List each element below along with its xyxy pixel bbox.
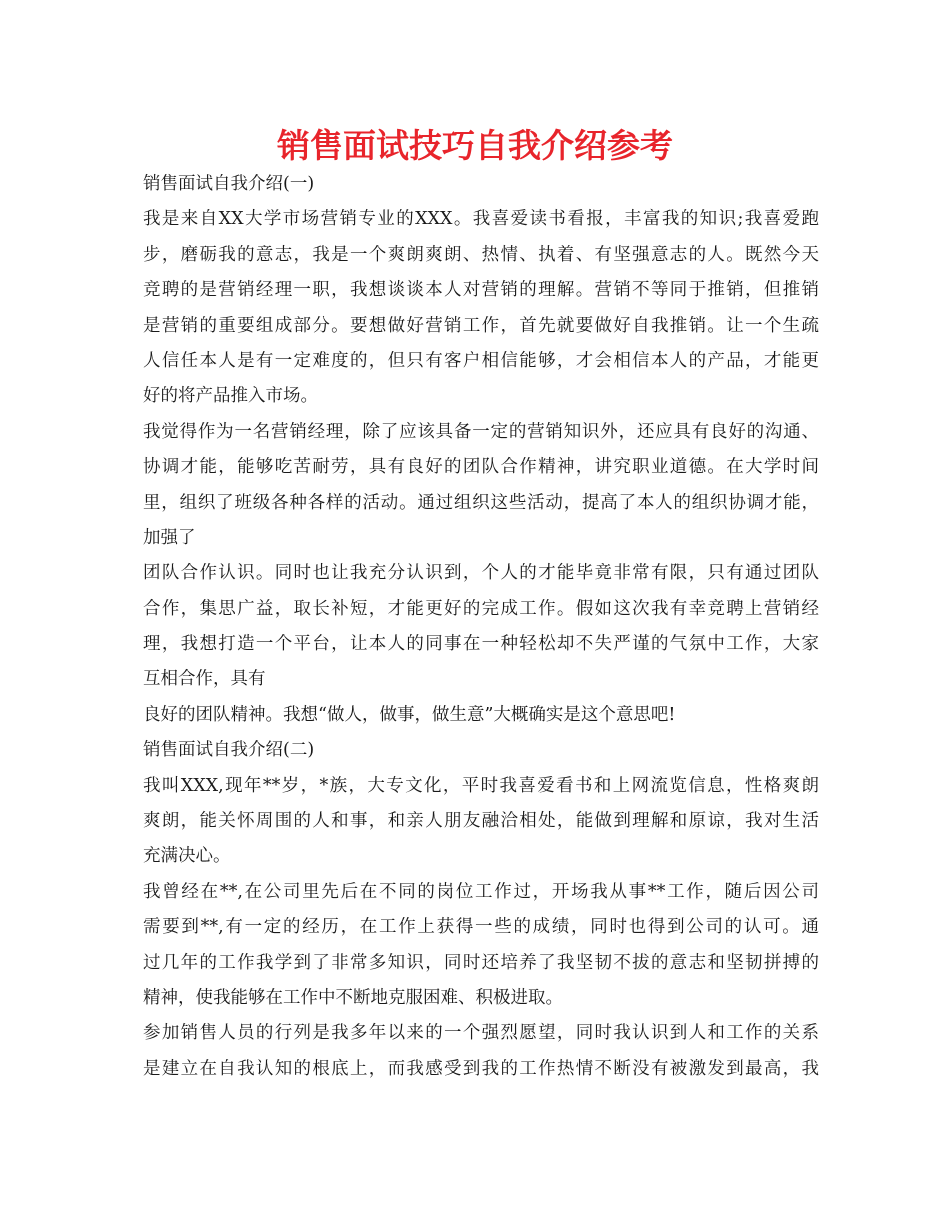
text-line: 参加销售人员的行列是我多年以来的一个强烈愿望，同时我认识到人和工作的关系 bbox=[143, 1023, 819, 1044]
text-line: 加强了 bbox=[143, 527, 196, 548]
text-line: 爽朗，能关怀周围的人和事，和亲人朋友融洽相处，能做到理解和原谅，我对生活 bbox=[143, 811, 819, 832]
text-line: 充满决心。 bbox=[143, 846, 231, 867]
text-line: 是营销的重要组成部分。要想做好营销工作，首先就要做好自我推销。让一个生疏 bbox=[143, 315, 819, 336]
text-line: 我是来自XX大学市场营销专业的XXX。我喜爱读书看报，丰富我的知识;我喜爱跑 bbox=[143, 209, 819, 230]
text-line: 协调才能，能够吃苦耐劳，具有良好的团队合作精神，讲究职业道德。在大学时间 bbox=[143, 457, 819, 478]
text-line: 好的将产品推入市场。 bbox=[143, 386, 318, 407]
text-line: 是建立在自我认知的根底上，而我感受到我的工作热情不断没有被激发到最高，我 bbox=[143, 1058, 819, 1079]
text-line: 需要到**,有一定的经历，在工作上获得一些的成绩，同时也得到公司的认可。通 bbox=[143, 917, 819, 938]
text-line: 良好的团队精神。我想“做人，做事，做生意”大概确实是这个意思吧! bbox=[143, 704, 676, 725]
text-line: 我叫XXX,现年**岁，*族，大专文化，平时我喜爱看书和上网流览信息，性格爽朗 bbox=[143, 775, 819, 796]
document-body bbox=[143, 167, 819, 1087]
document-title: 销售面试技巧自我介绍参考 bbox=[277, 126, 673, 165]
text-line: 竞聘的是营销经理一职，我想谈谈本人对营销的理解。营销不等同于推销，但推销 bbox=[143, 280, 819, 301]
text-line: 合作，集思广益，取长补短，才能更好的完成工作。假如这次我有幸竞聘上营销经 bbox=[143, 598, 819, 619]
text-line: 人信任本人是有一定难度的，但只有客户相信能够，才会相信本人的产品，才能更 bbox=[143, 350, 819, 371]
text-line: 理，我想打造一个平台，让本人的同事在一种轻松却不失严谨的气氛中工作，大家 bbox=[143, 634, 819, 655]
text-line: 销售面试自我介绍(一) bbox=[143, 174, 315, 194]
text-line: 里，组织了班级各种各样的活动。通过组织这些活动，提高了本人的组织协调才能， bbox=[143, 492, 819, 513]
text-line: 销售面试自我介绍(二) bbox=[143, 740, 315, 761]
text-line: 我觉得作为一名营销经理，除了应该具备一定的营销知识外，还应具有良好的沟通、 bbox=[143, 421, 819, 442]
text-line: 精神，使我能够在工作中不断地克服困难、积极进取。 bbox=[143, 987, 563, 1008]
text-line: 团队合作认识。同时也让我充分认识到，个人的才能毕竟非常有限，只有通过团队 bbox=[143, 563, 819, 584]
text-line: 我曾经在**,在公司里先后在不同的岗位工作过，开场我从事**工作，随后因公司 bbox=[143, 881, 819, 902]
text-line: 过几年的工作我学到了非常多知识，同时还培养了我坚韧不拔的意志和坚韧拼搏的 bbox=[143, 952, 819, 973]
text-line: 步，磨砺我的意志，我是一个爽朗爽朗、热情、执着、有坚强意志的人。既然今天 bbox=[143, 244, 819, 265]
text-line: 互相合作，具有 bbox=[143, 669, 266, 690]
